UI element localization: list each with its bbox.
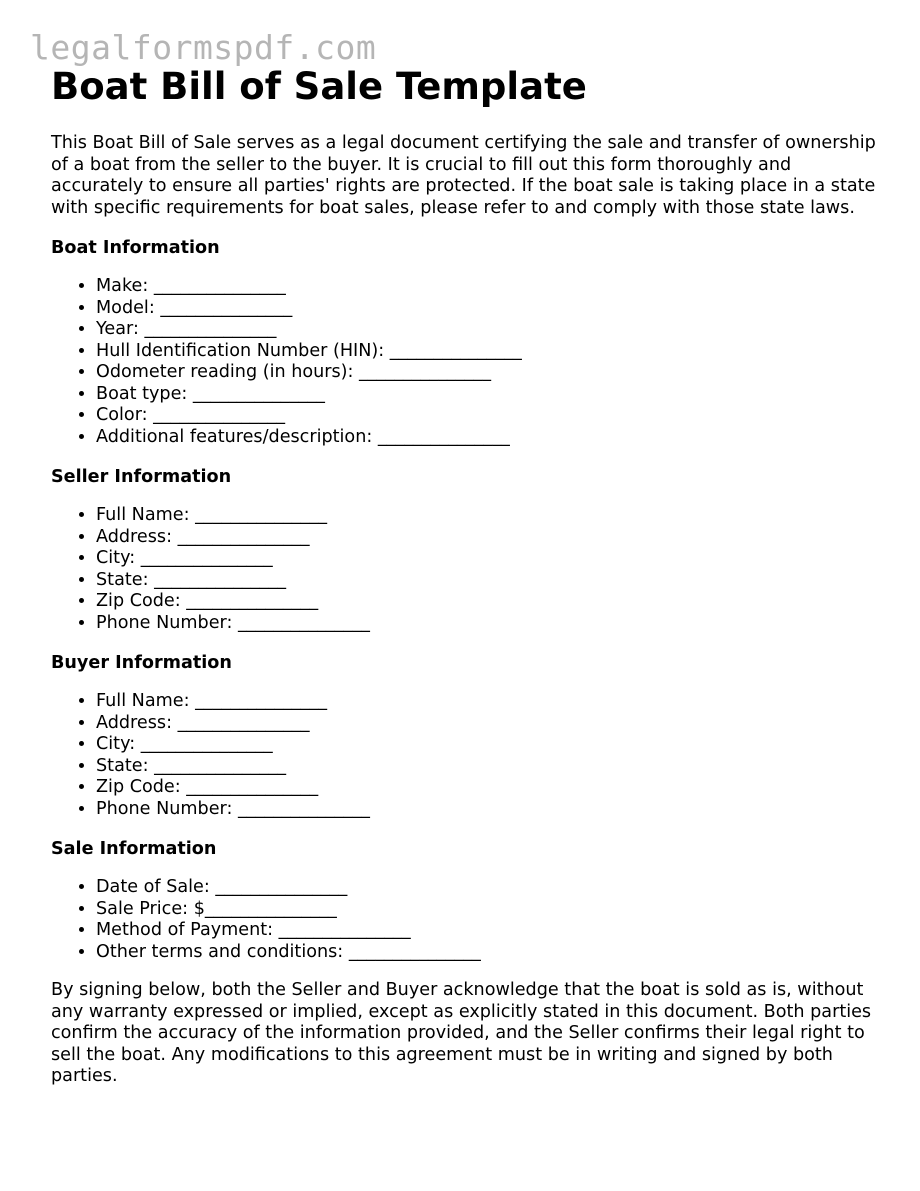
sale-field-payment-method: • Method of Payment: _______________ (96, 920, 881, 942)
seller-field-address: • Address: _______________ (96, 527, 881, 549)
buyer-information-heading: Buyer Information (51, 653, 232, 673)
boat-field-hin: • Hull Identification Number (HIN): _______________ (96, 341, 881, 363)
sale-field-other-terms: • Other terms and conditions: _______________ (96, 942, 881, 964)
intro-paragraph: This Boat Bill of Sale serves as a legal document certifying the sale and transfer of ownership of a boat from the seller to the buyer. It is crucial to fill out this form thoroughly and accurately to ensure all parties' rights are protected. If the boat sale is taking place in a state with specific requirements for boat sales, please refer to and comply with those state laws. (51, 133, 876, 218)
buyer-field-zip: • Zip Code: _______________ (96, 777, 881, 799)
seller-field-zip: • Zip Code: _______________ (96, 591, 881, 613)
sale-field-date: • Date of Sale: _______________ (96, 877, 881, 899)
seller-field-phone: • Phone Number: _______________ (96, 613, 881, 635)
seller-field-state: • State: _______________ (96, 570, 881, 592)
boat-field-color: • Color: _______________ (96, 405, 881, 427)
boat-field-odometer: • Odometer reading (in hours): _______________ (96, 362, 881, 384)
boat-field-type: • Boat type: _______________ (96, 384, 881, 406)
boat-field-model: • Model: _______________ (96, 298, 881, 320)
boat-information-list (51, 276, 881, 448)
boat-field-year: • Year: _______________ (96, 319, 881, 341)
buyer-field-city: • City: _______________ (96, 734, 881, 756)
buyer-field-phone: • Phone Number: _______________ (96, 799, 881, 821)
sale-information-heading: Sale Information (51, 839, 217, 859)
document (51, 64, 881, 1088)
closing-paragraph: By signing below, both the Seller and Buyer acknowledge that the boat is sold as is, without any warranty expressed or implied, except as explicitly stated in this document. Both parties confirm the accuracy of the information provided, and the Seller confirms their legal right to sell the boat. Any modifications to this agreement must be in writing and signed by both parties. (51, 980, 872, 1086)
boat-field-features: • Additional features/description: _______________ (96, 427, 881, 449)
seller-field-full-name: • Full Name: _______________ (96, 505, 881, 527)
buyer-information-list (51, 691, 881, 820)
boat-information-heading: Boat Information (51, 238, 220, 258)
boat-field-make: • Make: _______________ (96, 276, 881, 298)
sale-information-list (51, 877, 881, 963)
buyer-field-address: • Address: _______________ (96, 713, 881, 735)
seller-information-list (51, 505, 881, 634)
seller-field-city: • City: _______________ (96, 548, 881, 570)
seller-information-heading: Seller Information (51, 467, 232, 487)
page-title: Boat Bill of Sale Template (51, 65, 587, 108)
buyer-field-full-name: • Full Name: _______________ (96, 691, 881, 713)
sale-field-price: • Sale Price: $_______________ (96, 899, 881, 921)
buyer-field-state: • State: _______________ (96, 756, 881, 778)
watermark: legalformspdf.com (30, 28, 377, 67)
